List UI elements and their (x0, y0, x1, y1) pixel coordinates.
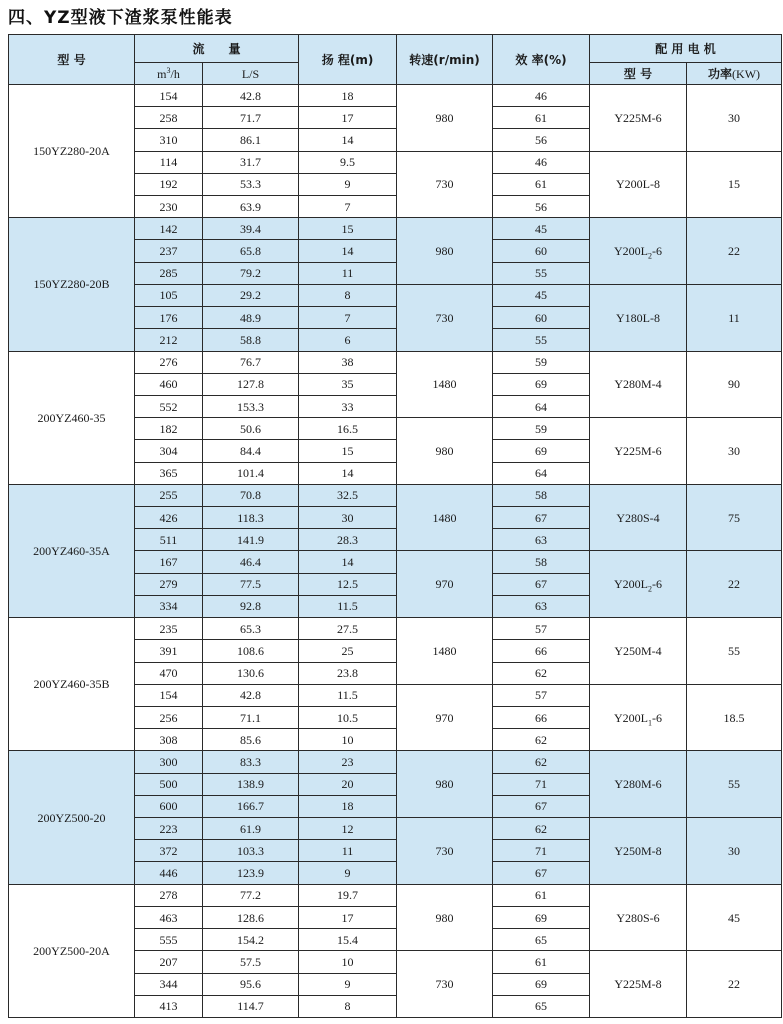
head-cell: 9 (299, 973, 397, 995)
flow-ls-cell: 65.3 (203, 618, 299, 640)
motor-model-cell: Y225M-8 (590, 951, 687, 1018)
efficiency-cell: 65 (493, 929, 590, 951)
head-cell: 17 (299, 906, 397, 928)
flow-m3h-cell: 223 (135, 818, 203, 840)
flow-m3h-cell: 255 (135, 484, 203, 506)
flow-m3h-cell: 207 (135, 951, 203, 973)
motor-model-cell: Y280S-4 (590, 484, 687, 551)
flow-m3h-cell: 278 (135, 884, 203, 906)
efficiency-cell: 71 (493, 840, 590, 862)
flow-ls-cell: 39.4 (203, 218, 299, 240)
pump-performance-table (8, 34, 782, 1018)
model-cell: 200YZ500-20A (9, 884, 135, 1017)
flow-m3h-cell: 600 (135, 795, 203, 817)
speed-cell: 730 (397, 284, 493, 351)
head-cell: 9 (299, 173, 397, 195)
head-cell: 17 (299, 107, 397, 129)
model-cell: 200YZ500-20 (9, 751, 135, 884)
flow-ls-cell: 84.4 (203, 440, 299, 462)
flow-ls-cell: 79.2 (203, 262, 299, 284)
flow-m3h-cell: 304 (135, 440, 203, 462)
flow-ls-cell: 127.8 (203, 373, 299, 395)
flow-m3h-cell: 365 (135, 462, 203, 484)
efficiency-cell: 67 (493, 795, 590, 817)
efficiency-cell: 60 (493, 240, 590, 262)
efficiency-cell: 62 (493, 818, 590, 840)
table-row (9, 618, 782, 640)
table-row (9, 484, 782, 506)
flow-ls-cell: 53.3 (203, 173, 299, 195)
efficiency-cell: 62 (493, 751, 590, 773)
efficiency-cell: 67 (493, 507, 590, 529)
head-cell: 11.5 (299, 684, 397, 706)
efficiency-cell: 57 (493, 618, 590, 640)
header-flow: 流 量 (135, 35, 299, 63)
efficiency-cell: 64 (493, 395, 590, 417)
motor-power-cell: 55 (687, 751, 782, 818)
head-cell: 28.3 (299, 529, 397, 551)
head-cell: 38 (299, 351, 397, 373)
efficiency-cell: 67 (493, 862, 590, 884)
flow-ls-cell: 86.1 (203, 129, 299, 151)
efficiency-cell: 60 (493, 307, 590, 329)
flow-m3h-cell: 105 (135, 284, 203, 306)
flow-ls-cell: 108.6 (203, 640, 299, 662)
header-efficiency: 效 率(%) (493, 35, 590, 85)
header-head: 扬 程(m) (299, 35, 397, 85)
efficiency-cell: 59 (493, 351, 590, 373)
head-cell: 9 (299, 862, 397, 884)
flow-m3h-cell: 256 (135, 706, 203, 728)
flow-ls-cell: 29.2 (203, 284, 299, 306)
efficiency-cell: 45 (493, 218, 590, 240)
motor-model-cell: $Y200L_2-6$ (590, 551, 687, 618)
flow-ls-cell: 114.7 (203, 995, 299, 1017)
efficiency-cell: 56 (493, 129, 590, 151)
head-cell: 18 (299, 795, 397, 817)
header-motor-power: 功率(KW) (687, 63, 782, 85)
speed-cell: 730 (397, 951, 493, 1018)
motor-power-cell: 30 (687, 818, 782, 885)
efficiency-cell: 62 (493, 729, 590, 751)
efficiency-cell: 56 (493, 196, 590, 218)
efficiency-cell: 69 (493, 440, 590, 462)
efficiency-cell: 57 (493, 684, 590, 706)
efficiency-cell: 62 (493, 662, 590, 684)
speed-cell: 980 (397, 884, 493, 951)
flow-ls-cell: 101.4 (203, 462, 299, 484)
motor-model-cell: Y200L-8 (590, 151, 687, 218)
header-flow-m3h: $m^3/h$ (135, 63, 203, 85)
head-cell: 11.5 (299, 595, 397, 617)
table-row (9, 85, 782, 107)
table-row (9, 351, 782, 373)
motor-power-cell: 22 (687, 951, 782, 1018)
flow-m3h-cell: 154 (135, 85, 203, 107)
head-cell: 20 (299, 773, 397, 795)
motor-power-cell: 45 (687, 884, 782, 951)
flow-m3h-cell: 176 (135, 307, 203, 329)
flow-m3h-cell: 460 (135, 373, 203, 395)
efficiency-cell: 69 (493, 906, 590, 928)
motor-model-cell: Y280S-6 (590, 884, 687, 951)
flow-ls-cell: 42.8 (203, 684, 299, 706)
flow-m3h-cell: 500 (135, 773, 203, 795)
motor-model-cell: $Y200L_1-6$ (590, 684, 687, 751)
flow-ls-cell: 71.1 (203, 706, 299, 728)
speed-cell: 970 (397, 684, 493, 751)
motor-model-cell: Y280M-6 (590, 751, 687, 818)
head-cell: 23.8 (299, 662, 397, 684)
motor-model-cell: Y280M-4 (590, 351, 687, 418)
header-motor: 配 用 电 机 (590, 35, 782, 63)
efficiency-cell: 61 (493, 173, 590, 195)
model-group (9, 618, 782, 751)
head-cell: 7 (299, 196, 397, 218)
motor-model-cell: Y180L-8 (590, 284, 687, 351)
efficiency-cell: 46 (493, 151, 590, 173)
flow-ls-cell: 128.6 (203, 906, 299, 928)
head-cell: 27.5 (299, 618, 397, 640)
flow-ls-cell: 118.3 (203, 507, 299, 529)
flow-ls-cell: 85.6 (203, 729, 299, 751)
flow-ls-cell: 50.6 (203, 418, 299, 440)
flow-ls-cell: 153.3 (203, 395, 299, 417)
head-cell: 12.5 (299, 573, 397, 595)
speed-cell: 730 (397, 151, 493, 218)
speed-cell: 980 (397, 218, 493, 285)
flow-m3h-cell: 182 (135, 418, 203, 440)
efficiency-cell: 46 (493, 85, 590, 107)
speed-cell: 1480 (397, 351, 493, 418)
flow-m3h-cell: 279 (135, 573, 203, 595)
efficiency-cell: 61 (493, 107, 590, 129)
speed-cell: 980 (397, 85, 493, 152)
table-row (9, 884, 782, 906)
speed-cell: 1480 (397, 618, 493, 685)
flow-m3h-cell: 230 (135, 196, 203, 218)
flow-m3h-cell: 212 (135, 329, 203, 351)
flow-m3h-cell: 344 (135, 973, 203, 995)
head-cell: 10.5 (299, 706, 397, 728)
flow-m3h-cell: 446 (135, 862, 203, 884)
flow-ls-cell: 46.4 (203, 551, 299, 573)
table-row (9, 218, 782, 240)
efficiency-cell: 59 (493, 418, 590, 440)
flow-ls-cell: 58.8 (203, 329, 299, 351)
motor-model-cell: Y225M-6 (590, 85, 687, 152)
head-cell: 8 (299, 995, 397, 1017)
efficiency-cell: 66 (493, 706, 590, 728)
flow-m3h-cell: 310 (135, 129, 203, 151)
head-cell: 15.4 (299, 929, 397, 951)
efficiency-cell: 71 (493, 773, 590, 795)
efficiency-cell: 55 (493, 329, 590, 351)
model-group (9, 484, 782, 617)
header-speed: 转速(r/min) (397, 35, 493, 85)
head-cell: 14 (299, 129, 397, 151)
efficiency-cell: 69 (493, 373, 590, 395)
flow-m3h-cell: 154 (135, 684, 203, 706)
motor-power-cell: 90 (687, 351, 782, 418)
header-model: 型 号 (9, 35, 135, 85)
efficiency-cell: 65 (493, 995, 590, 1017)
efficiency-cell: 61 (493, 884, 590, 906)
efficiency-cell: 66 (493, 640, 590, 662)
flow-m3h-cell: 192 (135, 173, 203, 195)
flow-m3h-cell: 555 (135, 929, 203, 951)
flow-ls-cell: 130.6 (203, 662, 299, 684)
head-cell: 10 (299, 951, 397, 973)
head-cell: 12 (299, 818, 397, 840)
flow-ls-cell: 154.2 (203, 929, 299, 951)
speed-cell: 730 (397, 818, 493, 885)
motor-model-cell: Y250M-8 (590, 818, 687, 885)
head-cell: 19.7 (299, 884, 397, 906)
model-group (9, 751, 782, 884)
table-header (9, 35, 782, 85)
head-cell: 11 (299, 840, 397, 862)
efficiency-cell: 58 (493, 551, 590, 573)
motor-power-cell: 11 (687, 284, 782, 351)
flow-m3h-cell: 391 (135, 640, 203, 662)
efficiency-cell: 69 (493, 973, 590, 995)
model-group (9, 218, 782, 351)
motor-power-cell: 75 (687, 484, 782, 551)
flow-m3h-cell: 470 (135, 662, 203, 684)
flow-ls-cell: 95.6 (203, 973, 299, 995)
head-cell: 32.5 (299, 484, 397, 506)
efficiency-cell: 58 (493, 484, 590, 506)
motor-model-cell: $Y200L_2-6$ (590, 218, 687, 285)
head-cell: 30 (299, 507, 397, 529)
flow-ls-cell: 83.3 (203, 751, 299, 773)
flow-ls-cell: 77.5 (203, 573, 299, 595)
model-group (9, 351, 782, 484)
flow-m3h-cell: 237 (135, 240, 203, 262)
head-cell: 14 (299, 462, 397, 484)
flow-m3h-cell: 413 (135, 995, 203, 1017)
flow-m3h-cell: 285 (135, 262, 203, 284)
head-cell: 16.5 (299, 418, 397, 440)
motor-power-cell: 30 (687, 85, 782, 152)
motor-power-cell: 18.5 (687, 684, 782, 751)
flow-m3h-cell: 114 (135, 151, 203, 173)
head-cell: 14 (299, 551, 397, 573)
flow-ls-cell: 141.9 (203, 529, 299, 551)
flow-m3h-cell: 276 (135, 351, 203, 373)
flow-ls-cell: 48.9 (203, 307, 299, 329)
model-cell: 200YZ460-35 (9, 351, 135, 484)
flow-ls-cell: 103.3 (203, 840, 299, 862)
efficiency-cell: 63 (493, 595, 590, 617)
header-motor-model: 型 号 (590, 63, 687, 85)
page-title: 四、YZ型液下渣浆泵性能表 (8, 8, 233, 28)
model-cell: 200YZ460-35B (9, 618, 135, 751)
model-group (9, 884, 782, 1017)
head-cell: 15 (299, 218, 397, 240)
flow-m3h-cell: 142 (135, 218, 203, 240)
flow-ls-cell: 65.8 (203, 240, 299, 262)
motor-power-cell: 15 (687, 151, 782, 218)
flow-m3h-cell: 308 (135, 729, 203, 751)
flow-ls-cell: 63.9 (203, 196, 299, 218)
model-cell: 150YZ280-20B (9, 218, 135, 351)
table-row (9, 751, 782, 773)
head-cell: 6 (299, 329, 397, 351)
flow-m3h-cell: 426 (135, 507, 203, 529)
flow-ls-cell: 71.7 (203, 107, 299, 129)
motor-power-cell: 22 (687, 551, 782, 618)
motor-power-cell: 30 (687, 418, 782, 485)
efficiency-cell: 64 (493, 462, 590, 484)
flow-ls-cell: 76.7 (203, 351, 299, 373)
motor-model-cell: Y225M-6 (590, 418, 687, 485)
flow-ls-cell: 61.9 (203, 818, 299, 840)
flow-m3h-cell: 372 (135, 840, 203, 862)
header-flow-ls: L/S (203, 63, 299, 85)
flow-m3h-cell: 258 (135, 107, 203, 129)
head-cell: 33 (299, 395, 397, 417)
speed-cell: 1480 (397, 484, 493, 551)
flow-ls-cell: 57.5 (203, 951, 299, 973)
head-cell: 8 (299, 284, 397, 306)
speed-cell: 980 (397, 418, 493, 485)
flow-ls-cell: 42.8 (203, 85, 299, 107)
efficiency-cell: 45 (493, 284, 590, 306)
head-cell: 18 (299, 85, 397, 107)
flow-m3h-cell: 300 (135, 751, 203, 773)
head-cell: 11 (299, 262, 397, 284)
flow-m3h-cell: 235 (135, 618, 203, 640)
efficiency-cell: 67 (493, 573, 590, 595)
model-cell: 200YZ460-35A (9, 484, 135, 617)
flow-ls-cell: 70.8 (203, 484, 299, 506)
head-cell: 14 (299, 240, 397, 262)
head-cell: 23 (299, 751, 397, 773)
flow-m3h-cell: 463 (135, 906, 203, 928)
efficiency-cell: 63 (493, 529, 590, 551)
flow-m3h-cell: 334 (135, 595, 203, 617)
flow-m3h-cell: 167 (135, 551, 203, 573)
flow-ls-cell: 77.2 (203, 884, 299, 906)
flow-ls-cell: 123.9 (203, 862, 299, 884)
flow-m3h-cell: 511 (135, 529, 203, 551)
motor-power-cell: 55 (687, 618, 782, 685)
flow-ls-cell: 166.7 (203, 795, 299, 817)
efficiency-cell: 61 (493, 951, 590, 973)
speed-cell: 980 (397, 751, 493, 818)
model-group (9, 85, 782, 218)
flow-m3h-cell: 552 (135, 395, 203, 417)
flow-ls-cell: 138.9 (203, 773, 299, 795)
efficiency-cell: 55 (493, 262, 590, 284)
head-cell: 25 (299, 640, 397, 662)
speed-cell: 970 (397, 551, 493, 618)
head-cell: 15 (299, 440, 397, 462)
flow-ls-cell: 31.7 (203, 151, 299, 173)
motor-model-cell: Y250M-4 (590, 618, 687, 685)
motor-power-cell: 22 (687, 218, 782, 285)
flow-ls-cell: 92.8 (203, 595, 299, 617)
head-cell: 7 (299, 307, 397, 329)
model-cell: 150YZ280-20A (9, 85, 135, 218)
head-cell: 10 (299, 729, 397, 751)
head-cell: 35 (299, 373, 397, 395)
head-cell: 9.5 (299, 151, 397, 173)
